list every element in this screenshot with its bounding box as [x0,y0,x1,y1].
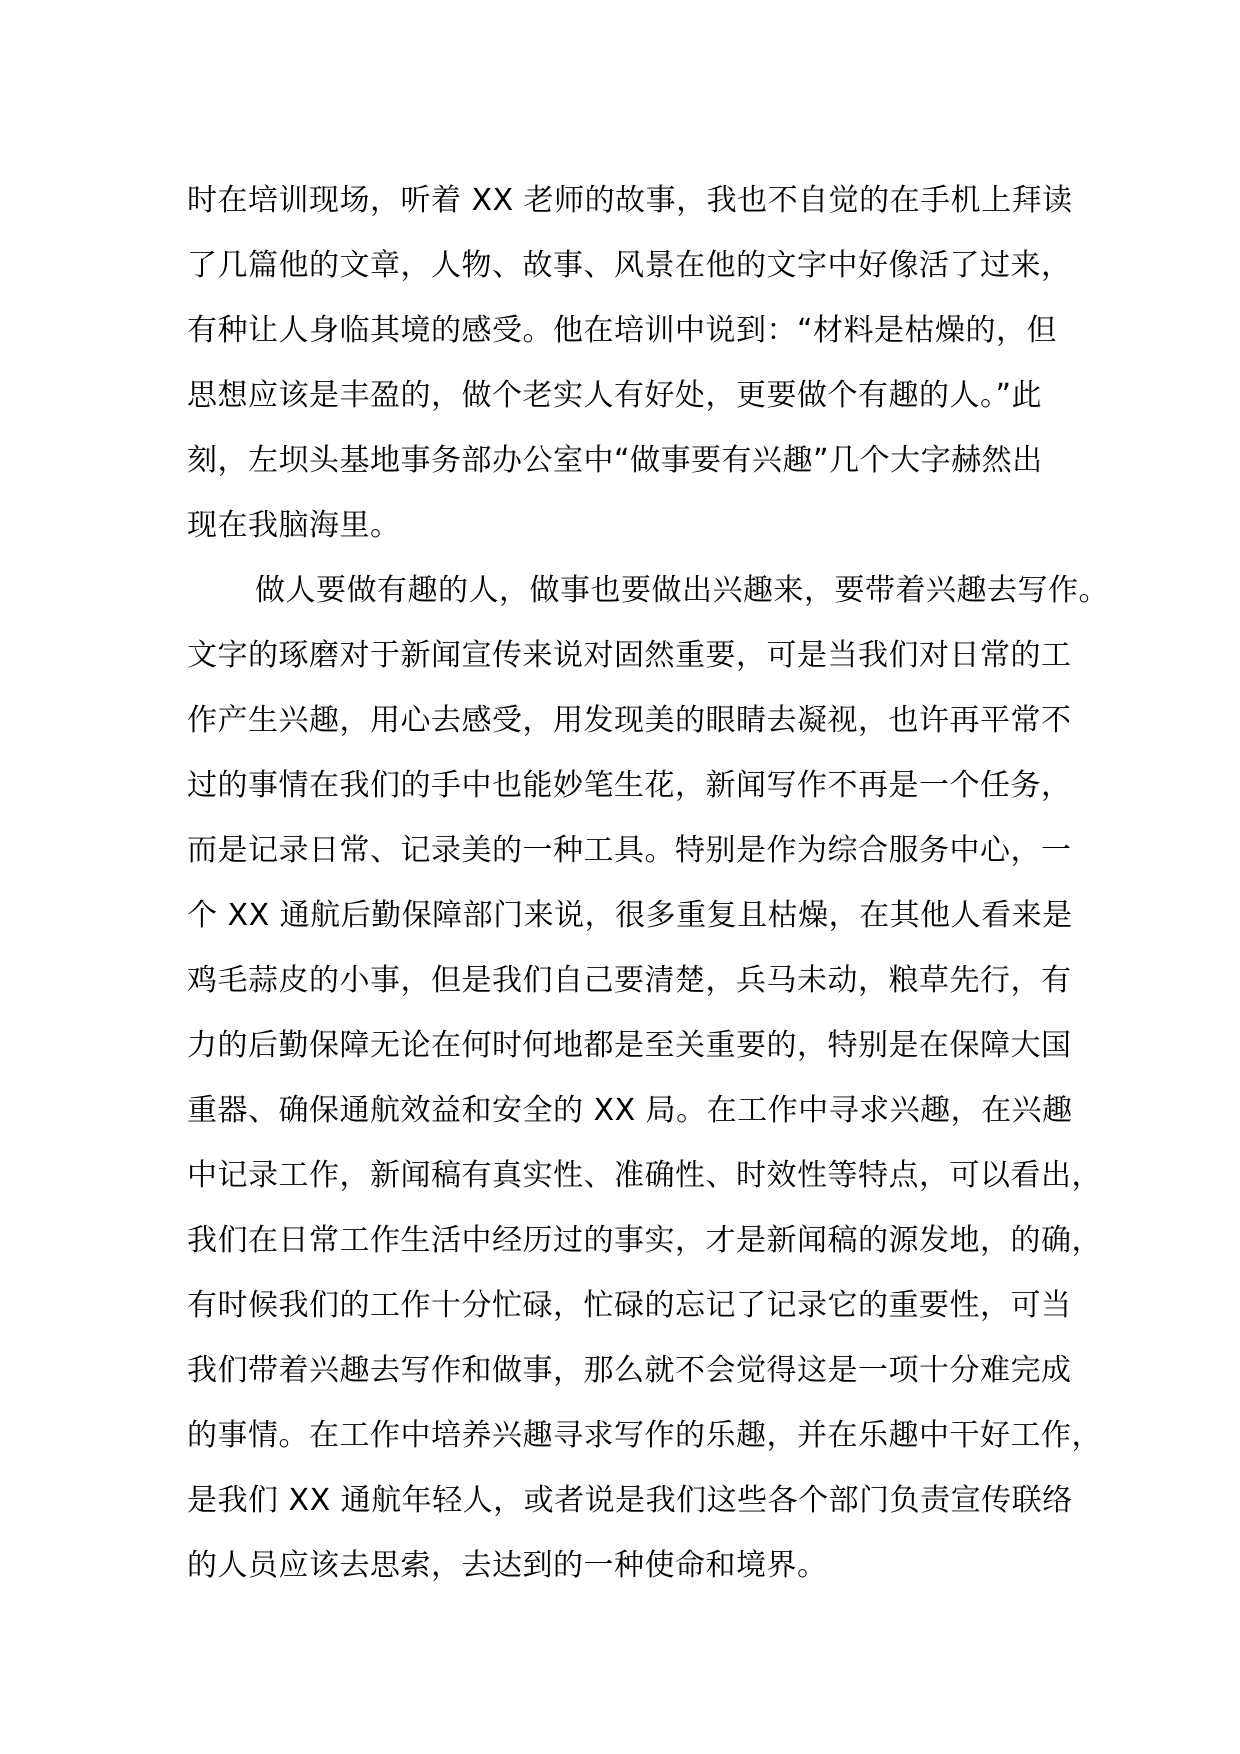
text-line: 鸡毛蒜皮的小事，但是我们自己要清楚，兵马未动，粮草先行，有 [187,963,1072,998]
body-text [187,168,1109,1598]
text-line: 个 XX 通航后勤保障部门来说，很多重复且枯燥，在其他人看来是 [187,898,1073,933]
text-line: 思想应该是丰盈的，做个老实人有好处，更要做个有趣的人。”此 [187,378,1043,413]
text-line: 力的后勤保障无论在何时何地都是至关重要的，特别是在保障大国 [187,1028,1072,1063]
text-line: 重器、确保通航效益和安全的 XX 局。在工作中寻求兴趣，在兴趣 [187,1093,1073,1128]
text-line: 是我们 XX 通航年轻人，或者说是我们这些各个部门负责宣传联络 [187,1483,1073,1518]
text-line: 有种让人身临其境的感受。他在培训中说到：“材料是枯燥的，但 [187,313,1058,348]
text-line: 有时候我们的工作十分忙碌，忙碌的忘记了记录它的重要性，可当 [187,1288,1072,1323]
paragraph [187,168,1073,558]
text-line: 中记录工作，新闻稿有真实性、准确性、时效性等特点，可以看出， [187,1158,1102,1193]
text-line: 时在培训现场，听着 XX 老师的故事，我也不自觉的在手机上拜读 [187,183,1073,218]
text-line: 我们在日常工作生活中经历过的事实，才是新闻稿的源发地，的确， [187,1223,1102,1258]
text-line: 作产生兴趣，用心去感受，用发现美的眼睛去凝视，也许再平常不 [187,703,1072,738]
text-line: 现在我脑海里。 [187,508,401,543]
text-line: 过的事情在我们的手中也能妙笔生花，新闻写作不再是一个任务， [187,768,1072,803]
text-line: 我们带着兴趣去写作和做事，那么就不会觉得这是一项十分难完成 [187,1353,1072,1388]
text-line: 的人员应该去思索，去达到的一种使命和境界。 [187,1548,828,1583]
text-line: 了几篇他的文章，人物、故事、风景在他的文字中好像活了过来， [187,248,1072,283]
paragraph [187,558,1109,1598]
text-line: 刻，左坝头基地事务部办公室中“做事要有兴趣”几个大字赫然出 [187,443,1043,478]
text-line: 而是记录日常、记录美的一种工具。特别是作为综合服务中心，一 [187,833,1072,868]
text-line: 文字的琢磨对于新闻宣传来说对固然重要，可是当我们对日常的工 [187,638,1072,673]
text-line: 做人要做有趣的人，做事也要做出兴趣来，要带着兴趣去写作。 [255,573,1109,608]
text-line: 的事情。在工作中培养兴趣寻求写作的乐趣，并在乐趣中干好工作， [187,1418,1102,1453]
